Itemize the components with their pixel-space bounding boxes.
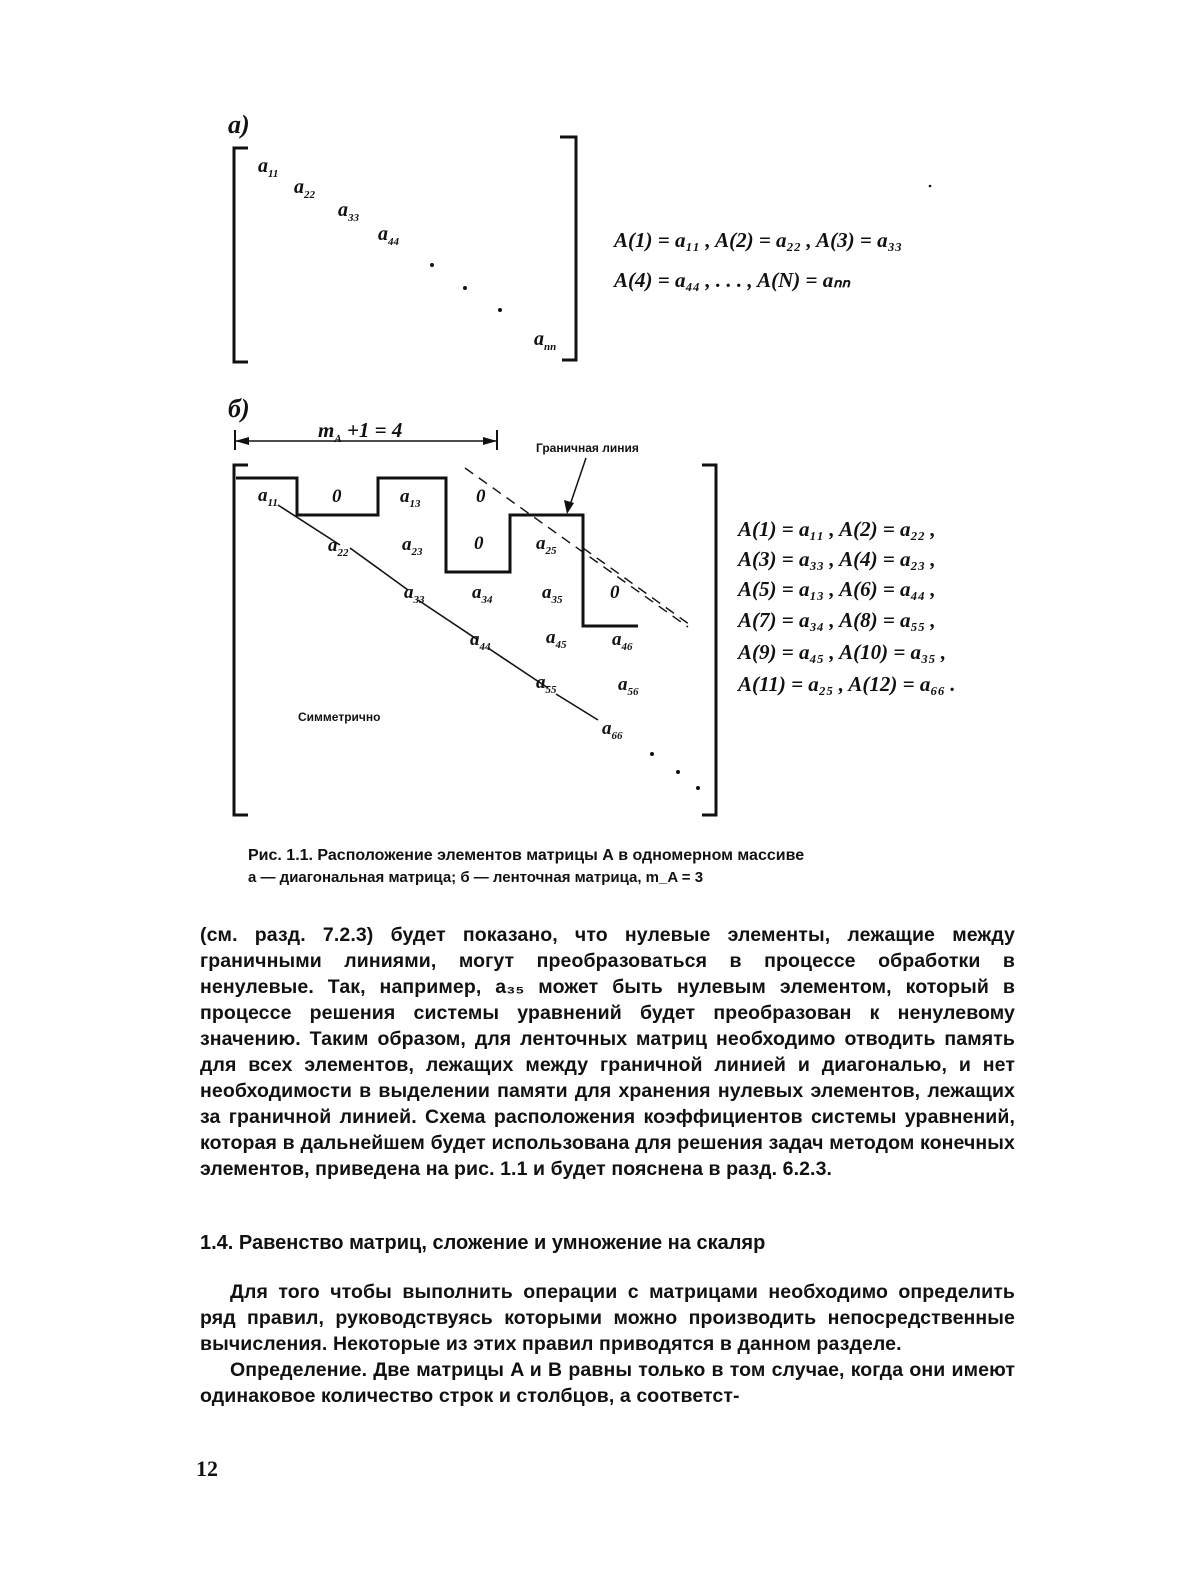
eq-b-line5: A(9) = a₄₅ , A(10) = a₃₅ , — [738, 640, 947, 664]
section-heading: 1.4. Равенство матриц, сложение и умножение на скаляр — [200, 1232, 766, 1254]
eq-b-line4: A(7) = a₃₄ , A(8) = a₅₅ , — [738, 608, 936, 632]
svg-text:0: 0 — [476, 486, 486, 507]
svg-text:0: 0 — [610, 582, 620, 603]
part-a-label: а) — [228, 110, 250, 139]
svg-text:a55: $a_{55}$ — [536, 672, 557, 696]
paragraph-1-text: (см. разд. 7.2.3) будет показано, что нулевые элементы, лежащие между граничными линиями, могут преобразоваться в процессе обработки в ненулевые. Так, например, a₃₅ может быть нулевым элементом, который в процессе решения системы уравнений будет преобразован к ненулевому значению. Таким образом, для ленточных матриц необходимо отводить память для всех элементов, лежащих между граничной линией и диагональю, и нет необходимости в выделении памяти для хранения нулевых элементов, лежащих за граничной линией. Схема расположения коэффициентов системы уравнений, которая в дальнейшем будет использована для решения задач методом конечных элементов, приведена на рис. 1.1 и будет пояснена в разд. 6.2.3. — [200, 924, 1015, 1180]
svg-text:a33: $a_{33}$ — [404, 582, 425, 606]
svg-text:a56: $a_{56}$ — [618, 674, 639, 698]
paragraph-1 — [200, 922, 1015, 1182]
boundary-label: Граничная линия — [536, 441, 639, 455]
elem-a22: $a_{22}$ — [294, 176, 315, 201]
svg-text:a23: $a_{23}$ — [402, 534, 423, 558]
eq-b-line3: A(5) = a₁₃ , A(6) = a₄₄ , — [738, 577, 936, 601]
elem-a44: $a_{44}$ — [378, 223, 399, 248]
caption-line1: Рис. 1.1. Расположение элементов матрицы А в одномерном массиве — [248, 847, 805, 864]
svg-text:a25: $a_{25}$ — [536, 533, 557, 557]
eq-b-line1: A(1) = a₁₁ , A(2) = a₂₂ , — [738, 517, 936, 541]
eq-b-line6: A(11) = a₂₅ , A(12) = a₆₆ . — [738, 672, 956, 696]
svg-text:a13: $a_{13}$ — [400, 486, 421, 510]
svg-text:a22: $a_{22}$ — [328, 535, 349, 559]
page-number: 12 — [196, 1456, 218, 1481]
definition-label: Определение. — [230, 1359, 368, 1381]
elem-a33: $a_{33}$ — [338, 199, 359, 224]
part-b-label: б) — [228, 394, 250, 423]
figure-caption — [248, 845, 1008, 889]
definition — [200, 1357, 1015, 1409]
elem-ann: $a_{nn}$ — [534, 328, 557, 353]
svg-text:a35: $a_{35}$ — [542, 582, 563, 606]
elem-a11: $a_{11}$ — [258, 155, 279, 180]
svg-text:a45: $a_{45}$ — [546, 627, 567, 651]
svg-text:a34: $a_{34}$ — [472, 582, 493, 606]
paragraph-2 — [200, 1279, 1015, 1409]
svg-text:0: 0 — [474, 533, 484, 554]
band-width-label: $m_A +1 = 4$ — [318, 418, 403, 445]
svg-text:0: 0 — [332, 486, 342, 507]
eq-a-line2: A(4) = a₄₄ , . . . , A(N) = aₙₙ — [614, 268, 850, 292]
svg-text:a46: $a_{46}$ — [612, 629, 633, 653]
paragraph-2-text: Для того чтобы выполнить операции с матрицами необходимо определить ряд правил, руководствуясь которыми можно производить непосредственные вычисления. Некоторые из этих правил приводятся в данном разделе. — [200, 1281, 1015, 1355]
eq-b-line2: A(3) = a₃₃ , A(4) = a₂₃ , — [738, 547, 936, 571]
svg-text:a11: $a_{11}$ — [258, 485, 278, 509]
eq-a-line1: A(1) = a₁₁ , A(2) = a₂₂ , A(3) = a₃₃ — [614, 228, 903, 252]
svg-text:a66: $a_{66}$ — [602, 718, 623, 742]
caption-line2: а — диагональная матрица; б — ленточная матрица, m_A = 3 — [248, 869, 704, 886]
svg-text:a44: $a_{44}$ — [470, 629, 491, 653]
definition-text: Две матрицы A и B равны только в том случае, когда они имеют одинаковое количество строк и столбцов, а соответст- — [200, 1359, 1015, 1407]
symmetric-label: Симметрично — [298, 710, 381, 724]
